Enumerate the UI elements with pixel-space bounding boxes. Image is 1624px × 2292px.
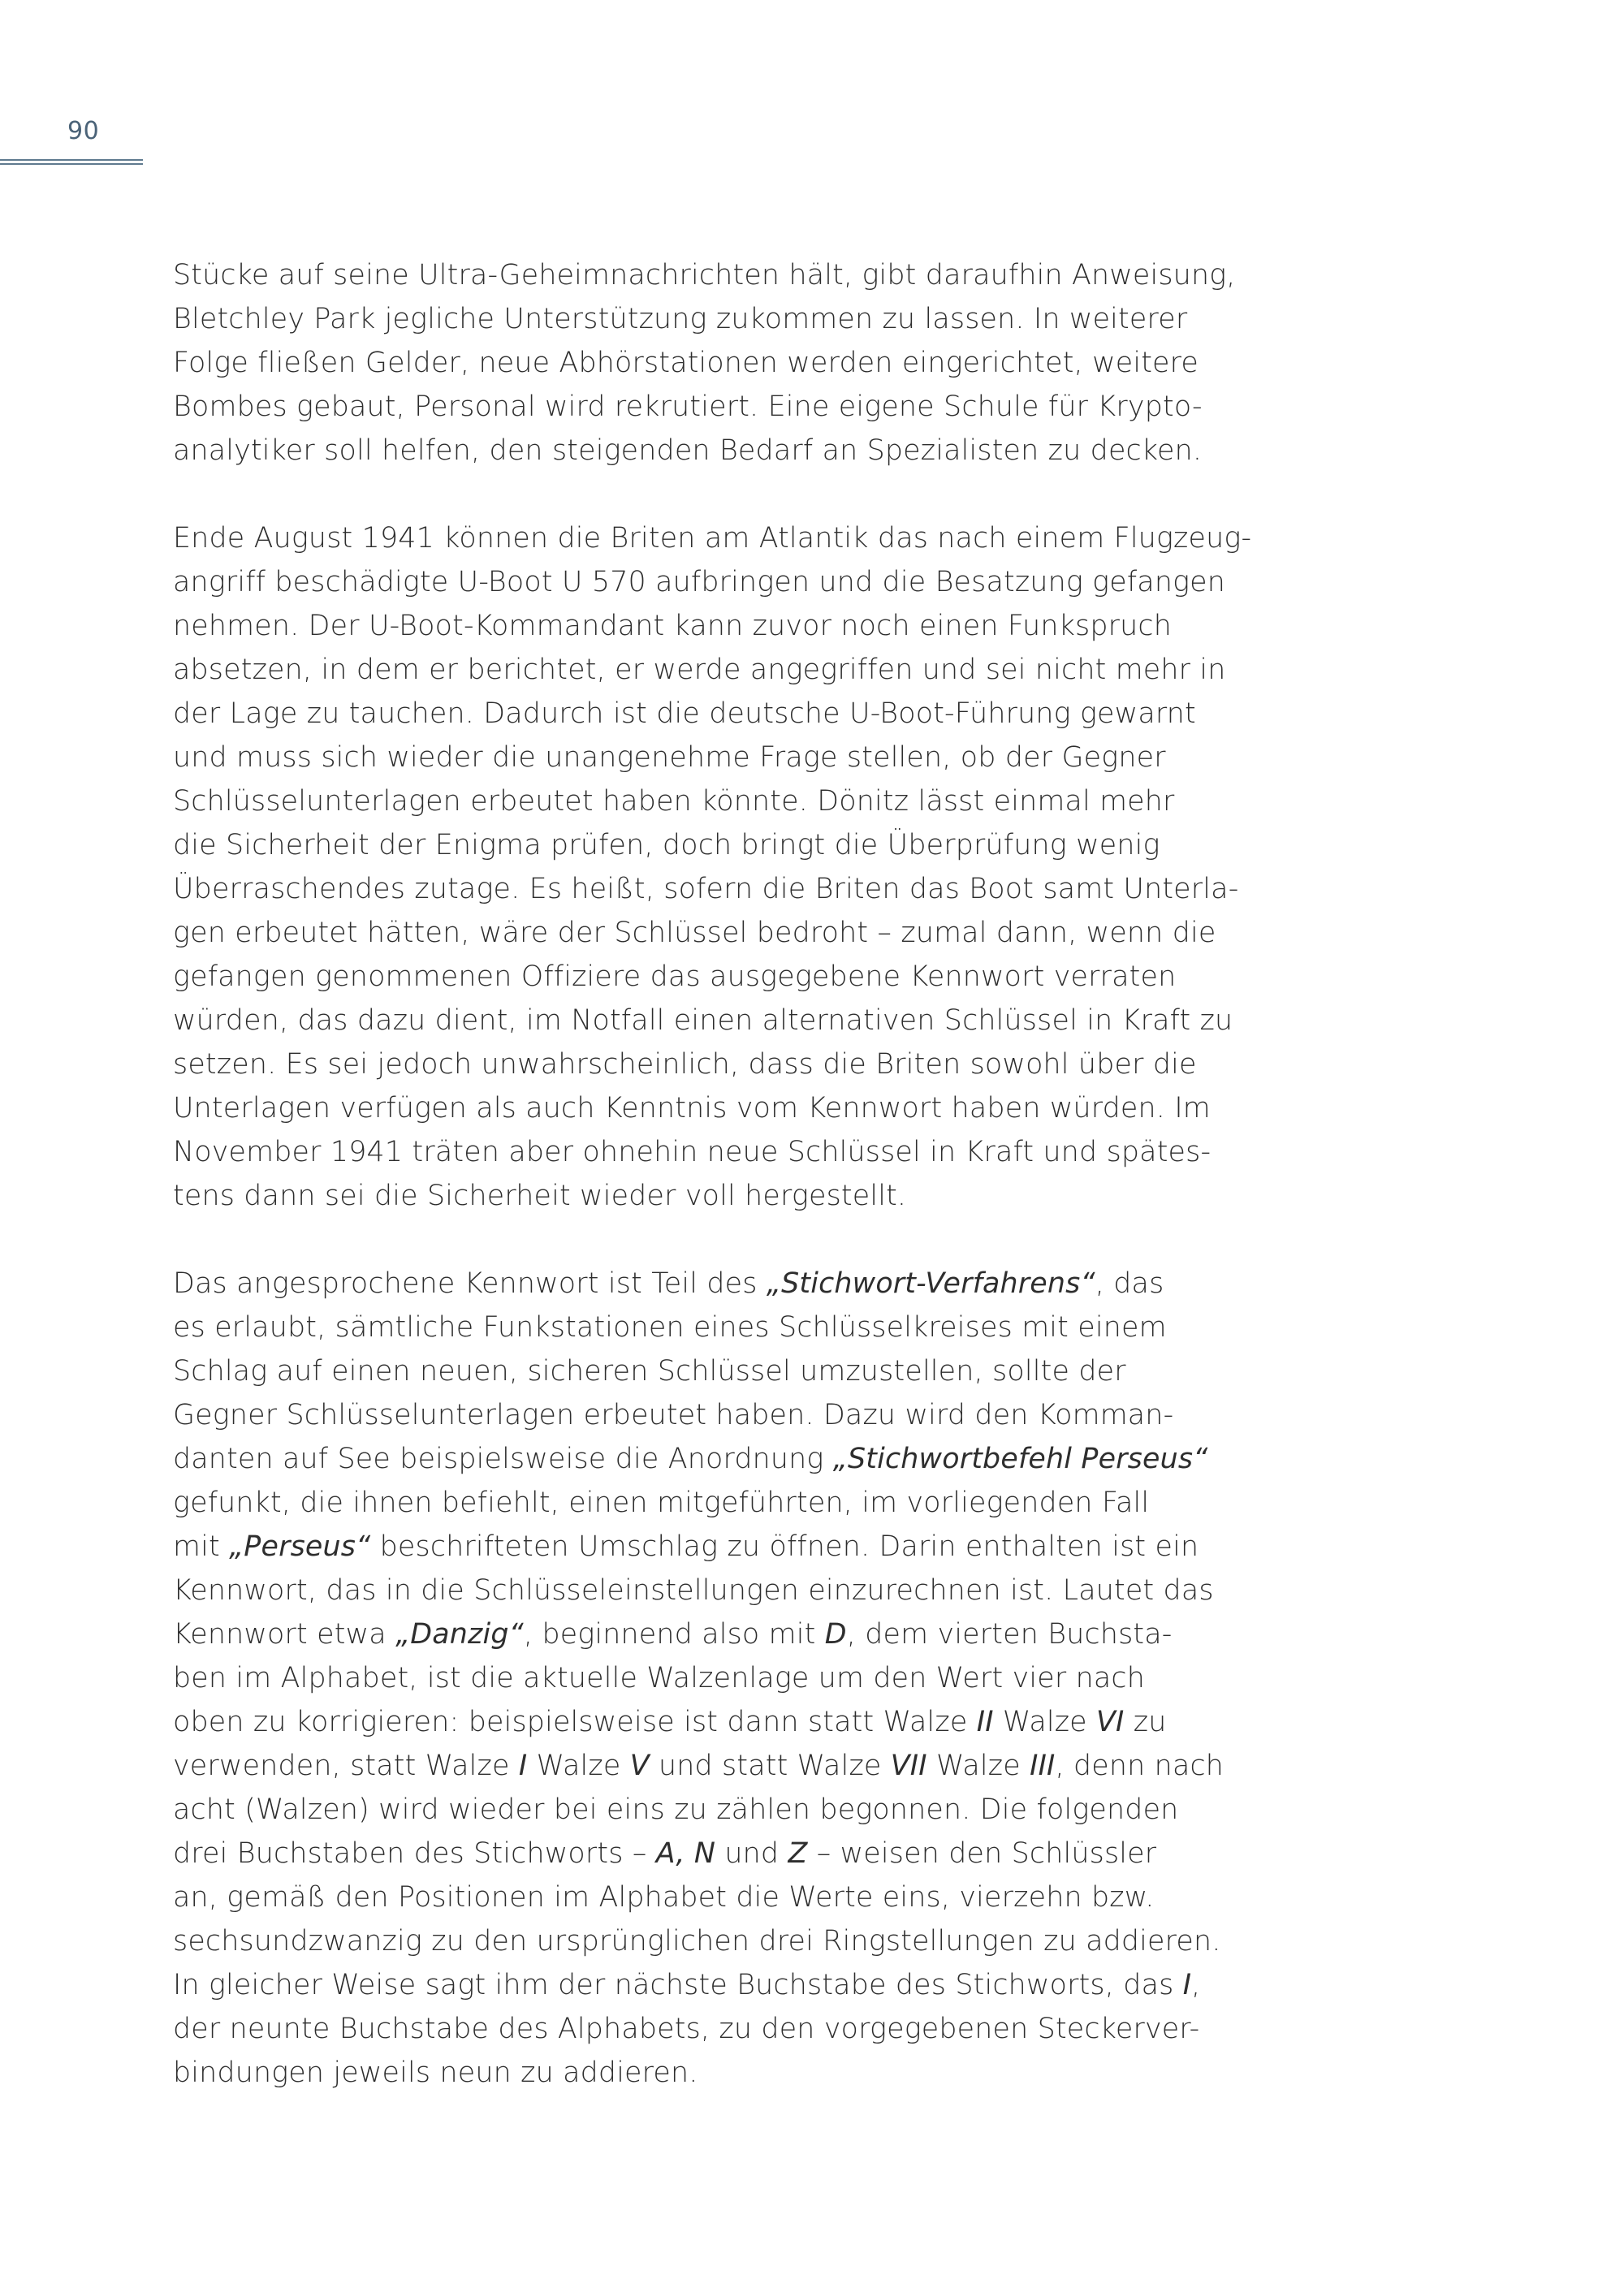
header-rule-line (0, 163, 143, 165)
italic-text: III (1030, 1750, 1056, 1782)
text-line: Schlüsselunterlagen erbeutet haben könnte. Dönitz lässt einmal mehr (173, 785, 1175, 818)
text-line: würden, das dazu dient, im Notfall einen alternativen Schlüssel in Kraft zu (173, 1004, 1233, 1037)
text-line: gen erbeutet hätten, wäre der Schlüssel bedroht – zumal dann, wenn die (173, 917, 1216, 949)
page-number: 90 (67, 117, 100, 145)
text-line: Stücke auf seine Ultra-Geheimnachrichten hält, gibt daraufhin Anweisung, (173, 259, 1236, 291)
text-line: Unterlagen verfügen als auch Kenntnis vom Kennwort haben würden. Im (173, 1092, 1211, 1124)
italic-text: V (629, 1750, 650, 1782)
header-rule (0, 159, 143, 166)
text-line: Ende August 1941 können die Briten am Atlantik das nach einem Flugzeug- (173, 522, 1252, 555)
italic-text: „Stichwortbefehl Perseus“ (832, 1443, 1208, 1475)
text-line: oben zu korrigieren: beispielsweise ist dann statt Walze II Walze VI zu (173, 1706, 1167, 1738)
text-line: Überraschendes zutage. Es heißt, sofern die Briten das Boot samt Unterla- (173, 873, 1239, 905)
text-line: tens dann sei die Sicherheit wieder voll hergestellt. (173, 1180, 907, 1212)
italic-text: VI (1096, 1706, 1125, 1738)
body-text (173, 253, 1273, 2095)
text-line: der Lage zu tauchen. Dadurch ist die deutsche U-Boot-Führung gewarnt (173, 697, 1196, 730)
text-line: nehmen. Der U-Boot-Kommandant kann zuvor noch einen Funkspruch (173, 610, 1173, 642)
text-line: ben im Alphabet, ist die aktuelle Walzenlage um den Wert vier nach (173, 1662, 1145, 1694)
text-line: November 1941 träten aber ohnehin neue Schlüssel in Kraft und spätes- (173, 1136, 1212, 1168)
text-line: setzen. Es sei jedoch unwahrscheinlich, dass die Briten sowohl über die (173, 1048, 1197, 1081)
italic-text: „Stichwort-Verfahrens“ (766, 1267, 1095, 1300)
text-line: der neunte Buchstabe des Alphabets, zu den vorgegebenen Steckerver- (173, 2013, 1200, 2045)
italic-text: VII (890, 1750, 927, 1782)
text-line: die Sicherheit der Enigma prüfen, doch bringt die Überprüfung wenig (173, 829, 1160, 861)
italic-text: „Perseus“ (229, 1530, 371, 1563)
text-line: gefangen genommenen Offiziere das ausgegebene Kennwort verraten (173, 960, 1177, 993)
italic-text: I (1182, 1969, 1192, 2001)
text-line: Folge fließen Gelder, neue Abhörstationen werden eingerichtet, weitere (173, 347, 1199, 379)
text-line: acht (Walzen) wird wieder bei eins zu zählen begonnen. Die folgenden (173, 1793, 1179, 1826)
text-line: Schlag auf einen neuen, sicheren Schlüssel umzustellen, sollte der (173, 1355, 1126, 1388)
text-line: absetzen, in dem er berichtet, er werde angegriffen und sei nicht mehr in (173, 654, 1226, 686)
text-line: angriff beschädigte U-Boot U 570 aufbringen und die Besatzung gefangen (173, 566, 1226, 598)
text-line: verwenden, statt Walze I Walze V und statt Walze VII Walze III, denn nach (173, 1750, 1224, 1782)
text-line: Bombes gebaut, Personal wird rekrutiert. Eine eigene Schule für Krypto- (173, 391, 1203, 423)
text-line: drei Buchstaben des Stichworts – A, N und Z – weisen den Schlüssler (173, 1837, 1157, 1870)
header-rule-line (0, 159, 143, 161)
text-line: Das angesprochene Kennwort ist Teil des „Stichwort-Verfahrens“, das (173, 1267, 1164, 1300)
text-line: mit „Perseus“ beschrifteten Umschlag zu öffnen. Darin enthalten ist ein (173, 1530, 1199, 1563)
italic-text: „Danzig“ (395, 1618, 524, 1651)
text-line: Bletchley Park jegliche Unterstützung zukommen zu lassen. In weiterer (173, 303, 1188, 335)
italic-text: D (824, 1618, 847, 1651)
paragraph-2 (173, 516, 1273, 1218)
text-line: bindungen jeweils neun zu addieren. (173, 2057, 698, 2089)
paragraph-1 (173, 253, 1273, 473)
text-line: sechsundzwanzig zu den ursprünglichen drei Ringstellungen zu addieren. (173, 1925, 1221, 1957)
italic-text: Z (788, 1837, 808, 1870)
text-line: Kennwort etwa „Danzig“, beginnend also mit D, dem vierten Buchsta- (173, 1618, 1173, 1651)
text-line: gefunkt, die ihnen befiehlt, einen mitgeführten, im vorliegenden Fall (173, 1487, 1150, 1519)
text-line: Gegner Schlüsselunterlagen erbeutet haben. Dazu wird den Komman- (173, 1399, 1174, 1431)
italic-text: I (518, 1750, 528, 1782)
italic-text: A, N (655, 1837, 716, 1870)
paragraph-3 (173, 1262, 1273, 2095)
text-line: analytiker soll helfen, den steigenden Bedarf an Spezialisten zu decken. (173, 434, 1203, 467)
italic-text: II (976, 1706, 994, 1738)
text-line: danten auf See beispielsweise die Anordnung „Stichwortbefehl Perseus“ (173, 1443, 1208, 1475)
text-line: und muss sich wieder die unangenehme Frage stellen, ob der Gegner (173, 741, 1166, 774)
text-line: Kennwort, das in die Schlüsseleinstellungen einzurechnen ist. Lautet das (173, 1574, 1214, 1607)
text-line: In gleicher Weise sagt ihm der nächste Buchstabe des Stichworts, das I, (173, 1969, 1201, 2001)
text-line: es erlaubt, sämtliche Funkstationen eines Schlüsselkreises mit einem (173, 1311, 1167, 1344)
text-line: an, gemäß den Positionen im Alphabet die Werte eins, vierzehn bzw. (173, 1881, 1155, 1914)
